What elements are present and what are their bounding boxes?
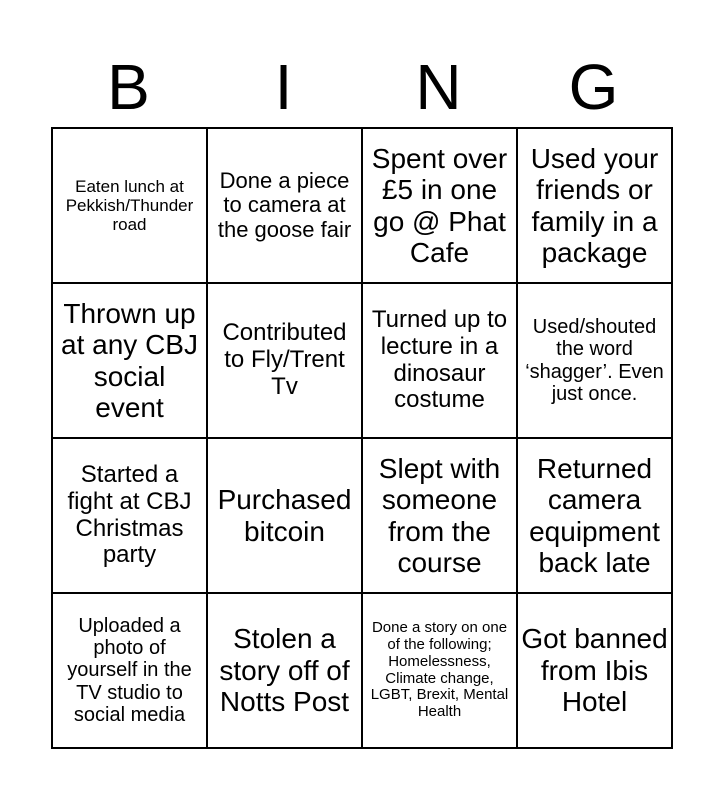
header-letter-b: B	[107, 51, 150, 123]
bingo-cell-r1c4[interactable]: Used your friends or family in a package	[517, 128, 672, 283]
header-letter-i: I	[274, 51, 293, 123]
bingo-cell-r2c1[interactable]: Thrown up at any CBJ social event	[52, 283, 207, 438]
bingo-cell-r3c4[interactable]: Returned camera equipment back late	[517, 438, 672, 593]
bingo-header	[51, 48, 671, 126]
bingo-cell-r2c3[interactable]: Turned up to lecture in a dinosaur costume	[362, 283, 517, 438]
bingo-cell-r4c2[interactable]: Stolen a story off of Notts Post	[207, 593, 362, 748]
bingo-cell-r3c1[interactable]: Started a fight at CBJ Christmas party	[52, 438, 207, 593]
bingo-cell-r3c3[interactable]: Slept with someone from the course	[362, 438, 517, 593]
bingo-cell-r2c4[interactable]: Used/shouted the word ‘shagger’. Even just once.	[517, 283, 672, 438]
board-row-4	[52, 593, 672, 748]
bingo-cell-r1c2[interactable]: Done a piece to camera at the goose fair	[207, 128, 362, 283]
bingo-cell-r1c1[interactable]: Eaten lunch at Pekkish/Thunder road	[52, 128, 207, 283]
bingo-cell-r4c1[interactable]: Uploaded a photo of yourself in the TV studio to social media	[52, 593, 207, 748]
board-row-1	[52, 128, 672, 283]
board-row-3	[52, 438, 672, 593]
header-letter-n: N	[415, 51, 462, 123]
bingo-cell-r4c3[interactable]: Done a story on one of the following; Homelessness, Climate change, LGBT, Brexit, Mental Health	[362, 593, 517, 748]
board-row-2	[52, 283, 672, 438]
bingo-cell-r3c2[interactable]: Purchased bitcoin	[207, 438, 362, 593]
bingo-board	[51, 127, 673, 749]
bingo-cell-r2c2[interactable]: Contributed to Fly/Trent Tv	[207, 283, 362, 438]
bingo-cell-r1c3[interactable]: Spent over £5 in one go @ Phat Cafe	[362, 128, 517, 283]
header-letter-g: G	[568, 51, 619, 123]
bingo-cell-r4c4[interactable]: Got banned from Ibis Hotel	[517, 593, 672, 748]
